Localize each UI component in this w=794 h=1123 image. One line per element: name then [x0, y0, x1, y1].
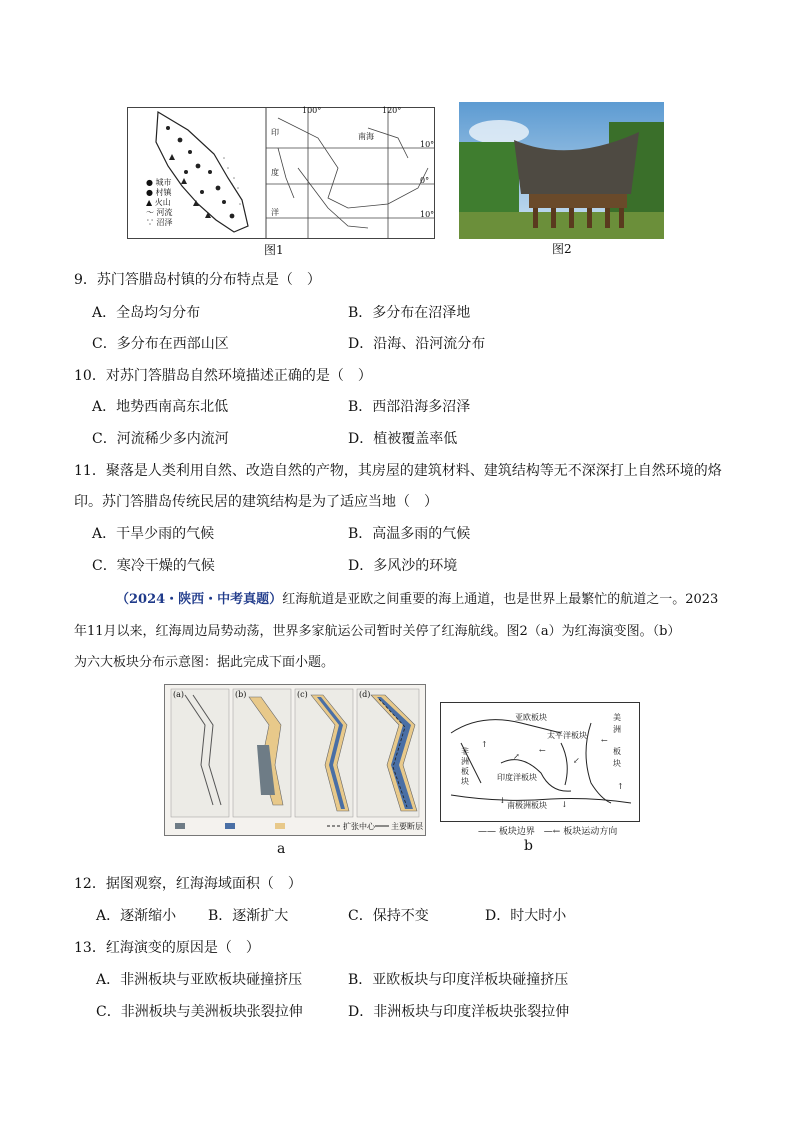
figure-1-caption: 图1	[264, 243, 284, 257]
plate-american-1: 美	[613, 713, 621, 722]
ocean-label-1: 印	[271, 128, 279, 137]
q11-option-a[interactable]: A．干旱少雨的气候	[92, 526, 215, 542]
panel-label-c: (c)	[297, 690, 308, 699]
q9-option-d[interactable]: D．沿海、沿河流分布	[348, 336, 486, 352]
figure-2-house-photo	[459, 102, 664, 239]
q11-option-c[interactable]: C．寒冷干燥的气候	[92, 558, 215, 574]
legend-major-fault: 主要断层	[391, 822, 423, 831]
svg-text:↑: ↑	[481, 740, 488, 749]
plate-pacific: 太平洋板块	[547, 731, 587, 740]
lat-label-top: 10°	[420, 140, 435, 149]
legend-swamp: ∵ 沼泽	[146, 218, 173, 227]
panel-c	[295, 689, 353, 817]
plate-eurasian: 亚欧板块	[515, 713, 547, 722]
question-9-stem: 9．苏门答腊岛村镇的分布特点是（ ）	[74, 272, 321, 288]
q9-option-a[interactable]: A．全岛均匀分布	[92, 305, 201, 321]
panel-b	[233, 689, 291, 817]
svg-text:↓: ↓	[499, 796, 506, 805]
traditional-house-icon	[459, 102, 664, 239]
legend-city: ● 城市	[146, 178, 172, 187]
passage-line-1: （2024・陕西・中考真题）红海航道是亚欧之间重要的海上通道，也是世界上最繁忙的航道之一。2023	[116, 592, 719, 607]
lat-label-mid: 0°	[420, 176, 430, 185]
lon-label-100: 100°	[302, 106, 322, 115]
plate-african-3: 板	[461, 767, 469, 776]
svg-text:↓: ↓	[561, 800, 568, 809]
panel-label-b: (b)	[235, 690, 247, 699]
figure-1-sumatra-map	[127, 107, 435, 239]
sea-label: 南海	[358, 132, 374, 141]
plate-boundary-line: ——	[478, 827, 496, 837]
question-10-stem: 10．对苏门答腊岛自然环境描述正确的是（ ）	[74, 368, 372, 384]
figure-a-caption: a	[277, 841, 286, 857]
legend-spreading-center: 扩张中心	[343, 822, 375, 831]
plate-american-2: 洲	[613, 725, 621, 734]
plate-american-4: 块	[613, 759, 621, 768]
legend-river: ～ 河流	[146, 208, 173, 217]
ocean-label-2: 度	[271, 168, 279, 177]
question-12-stem: 12．据图观察，红海海域面积（ ）	[74, 876, 302, 892]
passage-line-3: 为六大板块分布示意图：据此完成下面小题。	[74, 655, 335, 670]
question-13-stem: 13．红海演变的原因是（ ）	[74, 940, 260, 956]
q13-option-d[interactable]: D．非洲板块与印度洋板块张裂拉伸	[348, 1004, 570, 1020]
lon-label-120: 120°	[382, 106, 402, 115]
q13-option-c[interactable]: C．非洲板块与美洲板块张裂拉伸	[96, 1004, 303, 1020]
plate-movement-arrow-icon: —←	[543, 827, 561, 837]
q11-option-b[interactable]: B．高温多雨的气候	[348, 526, 471, 542]
panel-label-a: (a)	[173, 690, 185, 699]
panel-label-d: (d)	[359, 690, 371, 699]
q10-option-d[interactable]: D．植被覆盖率低	[348, 431, 458, 447]
q12-option-b[interactable]: B．逐渐扩大	[208, 908, 289, 924]
svg-text:←: ←	[601, 736, 608, 745]
plate-african-1: 非	[461, 747, 469, 756]
q10-option-b[interactable]: B．西部沿海多沼泽	[348, 399, 471, 415]
panel-d	[357, 689, 419, 817]
q10-option-a[interactable]: A．地势西南高东北低	[92, 399, 229, 415]
plate-legend: —— 板块边界 —← 板块运动方向	[478, 827, 618, 837]
red-sea-evolution-svg	[165, 685, 425, 835]
q12-option-c[interactable]: C．保持不变	[348, 908, 429, 924]
svg-text:↑: ↑	[617, 782, 624, 791]
q13-option-a[interactable]: A．非洲板块与亚欧板块碰撞挤压	[96, 972, 303, 988]
q9-option-c[interactable]: C．多分布在西部山区	[92, 336, 229, 352]
q10-option-c[interactable]: C．河流稀少多内流河	[92, 431, 229, 447]
figure-b-caption: b	[524, 838, 533, 854]
q12-option-a[interactable]: A．逐渐缩小	[96, 908, 177, 924]
plate-african-4: 块	[461, 777, 469, 786]
figure-2-caption: 图2	[552, 242, 572, 256]
svg-text:↙: ↙	[573, 756, 580, 765]
plate-american-3: 板	[613, 747, 621, 756]
q12-option-d[interactable]: D．时大时小	[485, 908, 567, 924]
figure-a-red-sea-evolution	[164, 684, 426, 836]
q9-option-b[interactable]: B．多分布在沼泽地	[348, 305, 471, 321]
passage-line-2: 年11月以来，红海周边局势动荡，世界多家航运公司暂时关停了红海航线。图2（a）为红海演变图。（b）	[74, 624, 681, 639]
plate-antarctic: 南极洲板块	[507, 801, 547, 810]
legend-village: ● 村镇	[146, 188, 172, 197]
plate-indian-ocean: 印度洋板块	[497, 773, 537, 782]
q13-option-b[interactable]: B．亚欧板块与印度洋板块碰撞挤压	[348, 972, 569, 988]
plate-african-2: 洲	[461, 757, 469, 766]
passage-source: （2024・陕西・中考真题）	[116, 592, 283, 607]
lat-label-bottom: 10°	[420, 210, 435, 219]
svg-text:↗: ↗	[513, 752, 520, 761]
panel-a	[171, 689, 229, 817]
question-11-stem-line1: 11．聚落是人类利用自然、改造自然的产物，其房屋的建筑材料、建筑结构等无不深深打上自然环境的烙	[74, 463, 722, 479]
sumatra-map-svg	[128, 108, 434, 238]
svg-text:←: ←	[539, 746, 546, 755]
figure-b-plate-map	[440, 702, 640, 822]
question-11-stem-line2: 印。苏门答腊岛传统民居的建筑结构是为了适应当地（ ）	[74, 494, 438, 510]
ocean-label-3: 洋	[271, 208, 279, 217]
q11-option-d[interactable]: D．多风沙的环境	[348, 558, 458, 574]
legend-volcano: ▲ 火山	[146, 198, 171, 207]
